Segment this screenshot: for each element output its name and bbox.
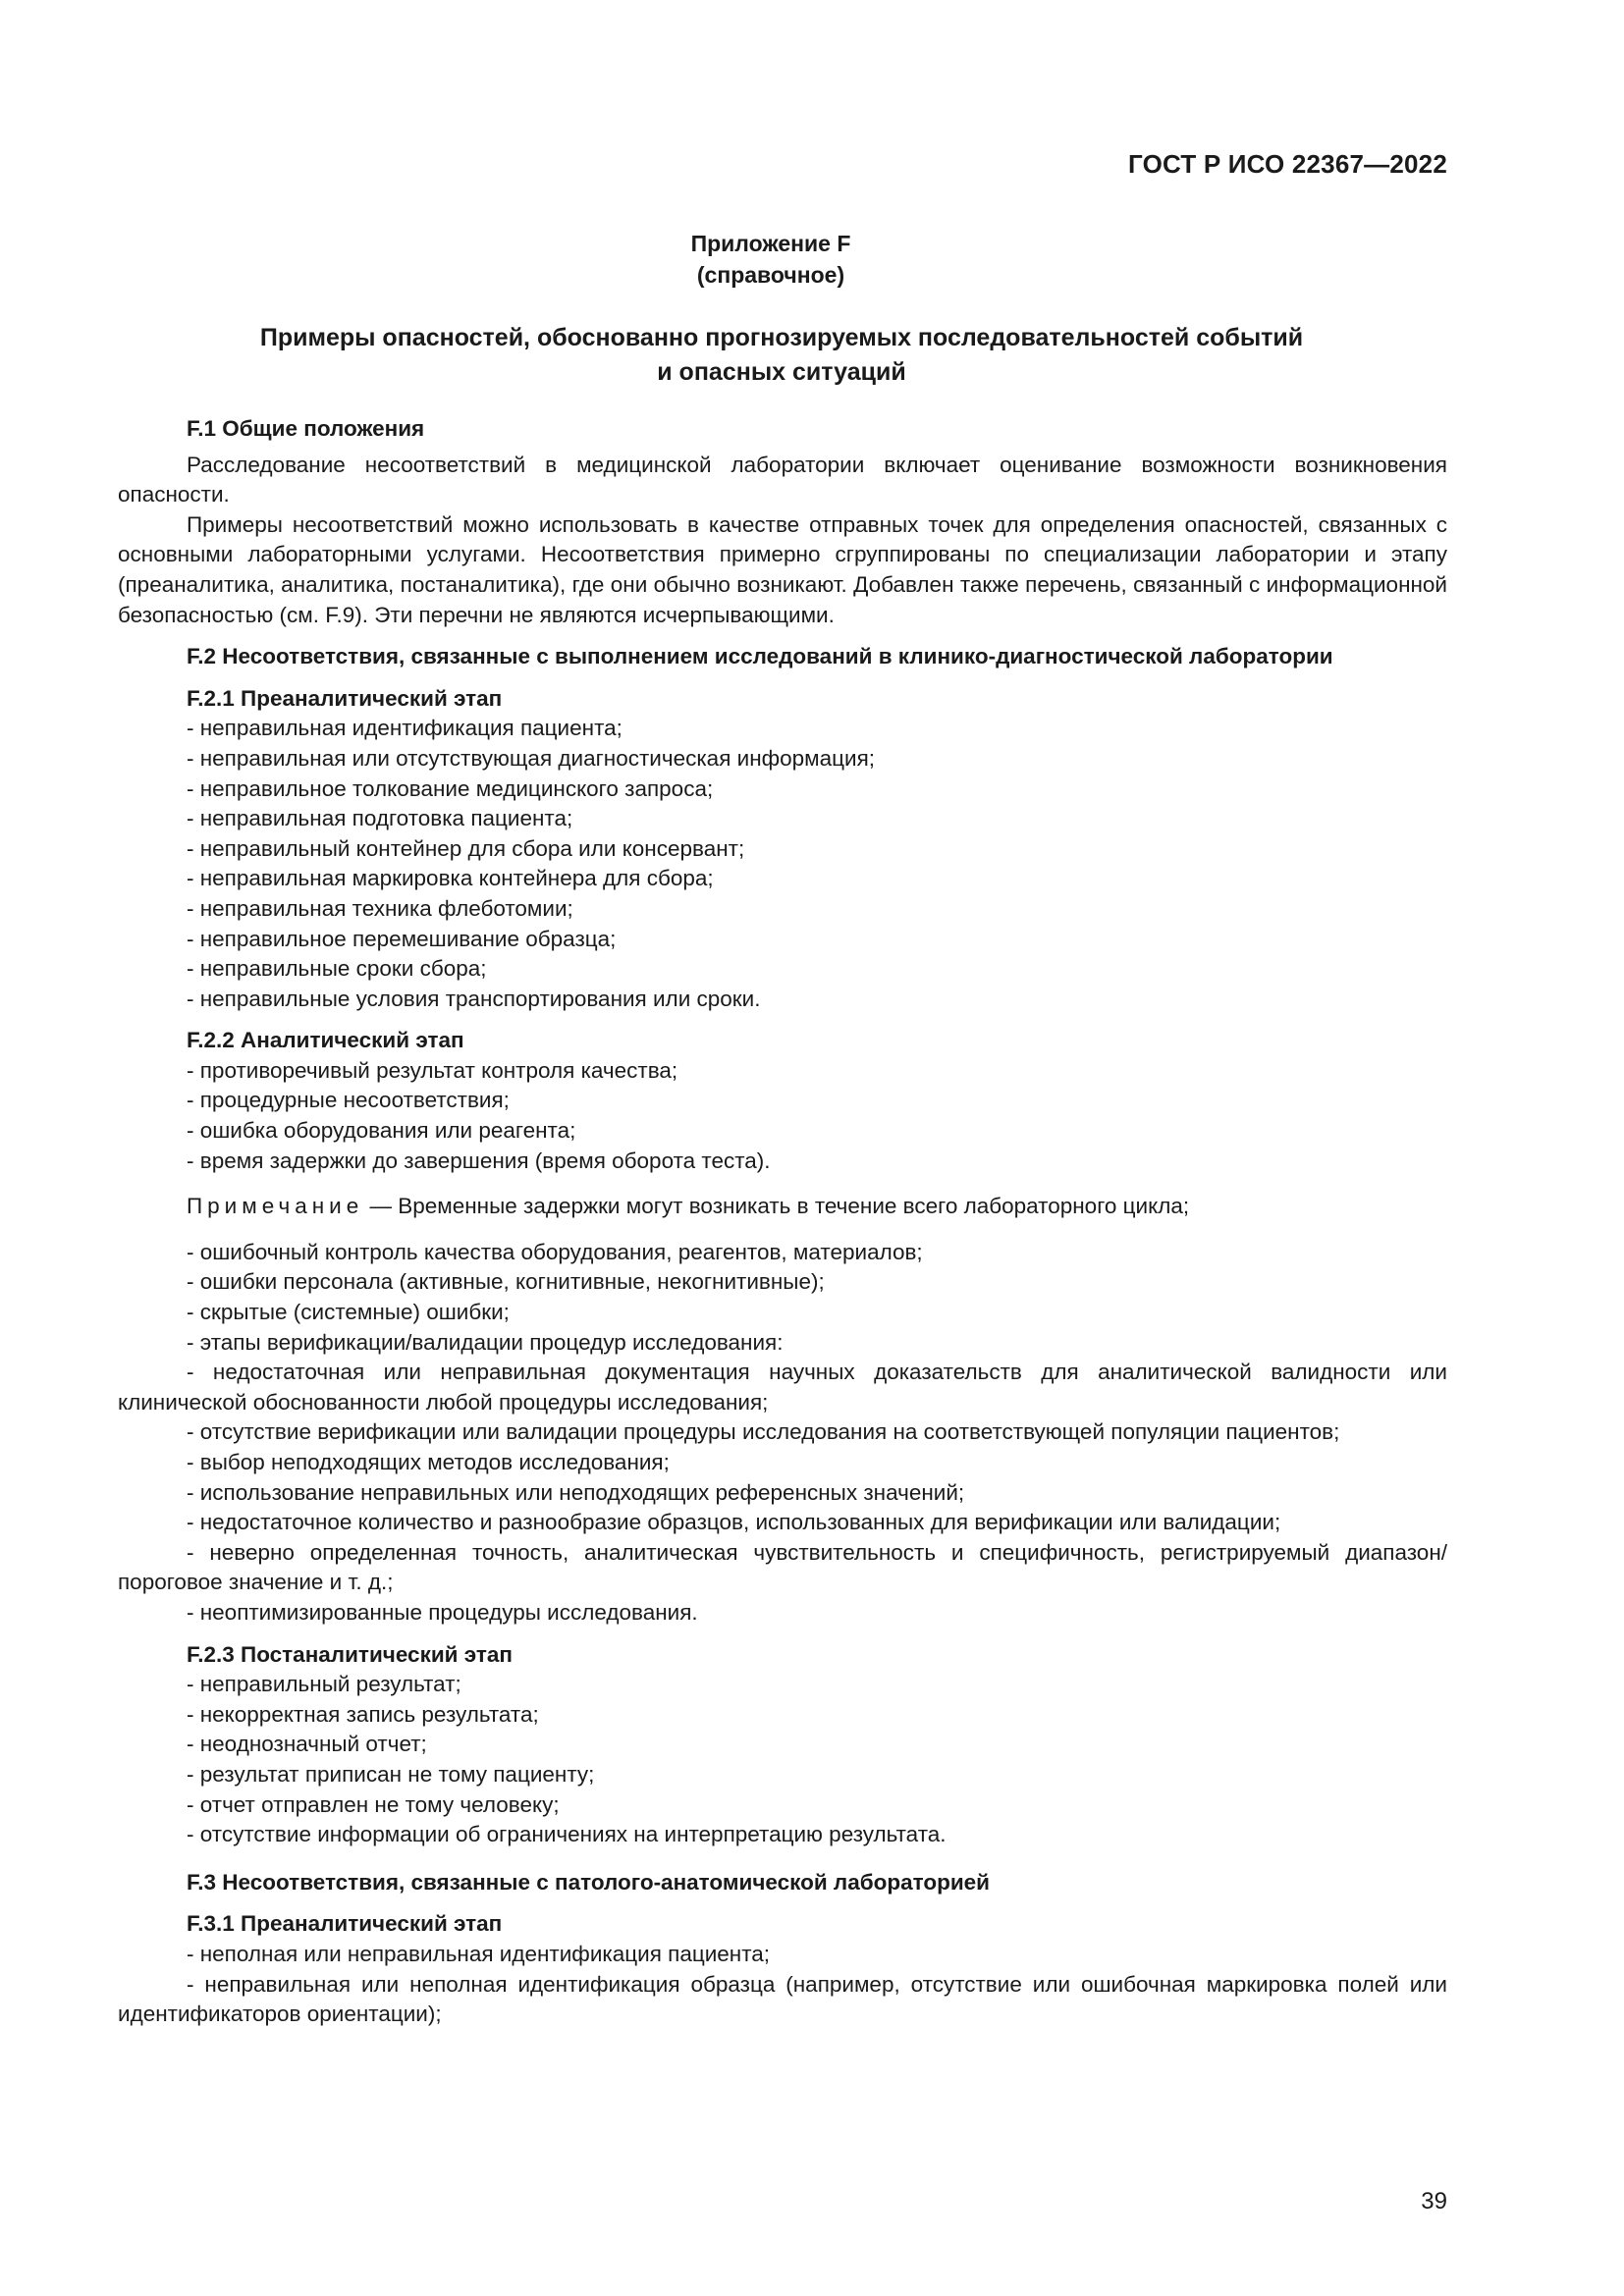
list-f2-1 [118, 714, 1447, 1014]
list-item: - неправильные сроки сбора; [187, 956, 487, 982]
section-heading-f2-1: F.2.1 Преаналитический этап [187, 685, 503, 711]
section-heading-f1: F.1 Общие положения [187, 416, 425, 441]
paragraph: Примеры несоответствий можно использовать в качестве отправных точек для определения опасностей, связанных с основными лабораторными услугами. Несоответствия примерно сгруппированы по специализации лаборатории и этапу (преаналитика, аналитика, постаналитика), где они обычно возникают. Добавлен также перечень, связанный с информационной безопасностью (см. F.9). Эти перечни не являются исчерпывающими. [118, 511, 1447, 627]
list-item: - неполная или неправильная идентификация пациента; [187, 1941, 771, 1966]
section-heading-f2-2: F.2.2 Аналитический этап [187, 1028, 464, 1053]
note [118, 1192, 1447, 1222]
annex-label: Приложение F [690, 231, 851, 256]
annex-label-block [0, 228, 1542, 291]
standard-header: ГОСТ Р ИСО 22367—2022 [1127, 149, 1447, 179]
list-item: - результат приписан не тому пациенту; [187, 1761, 595, 1787]
page-number: 39 [1421, 2188, 1447, 2215]
list-item: - отсутствие информации об ограничениях на интерпретацию результата. [187, 1822, 947, 1847]
list-item: - отсутствие верификации или валидации процедуры исследования на соответствующей популяции пациентов; [187, 1419, 1340, 1445]
section-heading-f3-1: F.3.1 Преаналитический этап [187, 1911, 503, 1937]
list-item: - неправильное перемешивание образца; [187, 926, 617, 951]
section-heading-f3: F.3 Несоответствия, связанные с патолого-анатомической лабораторией [187, 1869, 990, 1895]
list-item: - недостаточная или неправильная документация научных доказательств для аналитической валидности или клинической обоснованности любой процедуры исследования; [118, 1360, 1447, 1415]
list-item: - неправильный контейнер для сбора или консервант; [187, 835, 745, 861]
list-item: - выбор неподходящих методов исследования; [187, 1450, 670, 1474]
document-body [118, 414, 1447, 2030]
annex-title-line-1: Примеры опасностей, обоснованно прогнозируемых последовательностей событий [259, 324, 1304, 351]
list-item: - неправильный результат; [187, 1672, 461, 1697]
list-item: - недостаточное количество и разнообразие образцов, использованных для верификации или валидации; [187, 1510, 1281, 1535]
section-heading-f2-3: F.2.3 Постаналитический этап [187, 1641, 513, 1667]
list-item: - неправильная или неполная идентификация образца (например, отсутствие или ошибочная маркировка полей или идентификаторов ориентации); [118, 1971, 1447, 2027]
annex-kind: (справочное) [696, 262, 845, 288]
list-item: - неправильная маркировка контейнера для сбора; [187, 866, 714, 891]
list-item: - использование неправильных или неподходящих референсных значений; [187, 1479, 965, 1505]
list-item: - неправильные условия транспортирования или сроки. [187, 986, 761, 1011]
list-item: - неправильная идентификация пациента; [187, 716, 623, 741]
annex-title-line-2: и опасных ситуаций [657, 358, 906, 386]
list-item: - неверно определенная точность, аналитическая чувствительность и специфичность, регистрируемый диапазон/пороговое значение и т. д.; [118, 1539, 1447, 1595]
list-f2-2 [118, 1056, 1447, 1176]
list-item: - этапы верификации/валидации процедур исследования: [187, 1329, 784, 1355]
list-item: - неоптимизированные процедуры исследования. [187, 1599, 698, 1625]
paragraph: Расследование несоответствий в медицинской лаборатории включает оценивание возможности возникновения опасности. [118, 452, 1447, 507]
section-heading-f2: F.2 Несоответствия, связанные с выполнением исследований в клинико-диагностической лаборатории [187, 644, 1333, 669]
list-item: - неоднозначный отчет; [187, 1732, 427, 1757]
list-item: - процедурные несоответствия; [187, 1088, 510, 1113]
list-item: - ошибки персонала (активные, когнитивные, некогнитивные); [187, 1269, 825, 1295]
list-item: - ошибочный контроль качества оборудования, реагентов, материалов; [187, 1239, 923, 1264]
list-item: - скрытые (системные) ошибки; [187, 1300, 510, 1325]
list-item: - некорректная запись результата; [187, 1701, 539, 1727]
list-f3-1 [118, 1940, 1447, 2030]
list-item: - ошибка оборудования или реагента; [187, 1118, 576, 1144]
note-label: Примечание [187, 1194, 364, 1219]
annex-title [157, 321, 1406, 390]
list-item: - неправильная техника флеботомии; [187, 895, 573, 921]
list-f2-3 [118, 1670, 1447, 1850]
list-item: - неправильная или отсутствующая диагностическая информация; [187, 745, 876, 771]
list-item: - время задержки до завершения (время оборота теста). [187, 1148, 771, 1173]
list-f2-2-continued [118, 1238, 1447, 1629]
list-item: - отчет отправлен не тому человеку; [187, 1791, 560, 1817]
list-item: - противоречивый результат контроля качества; [187, 1057, 678, 1083]
list-item: - неправильное толкование медицинского запроса; [187, 775, 714, 801]
note-text: — Временные задержки могут возникать в течение всего лабораторного цикла; [363, 1194, 1190, 1219]
list-item: - неправильная подготовка пациента; [187, 806, 573, 831]
